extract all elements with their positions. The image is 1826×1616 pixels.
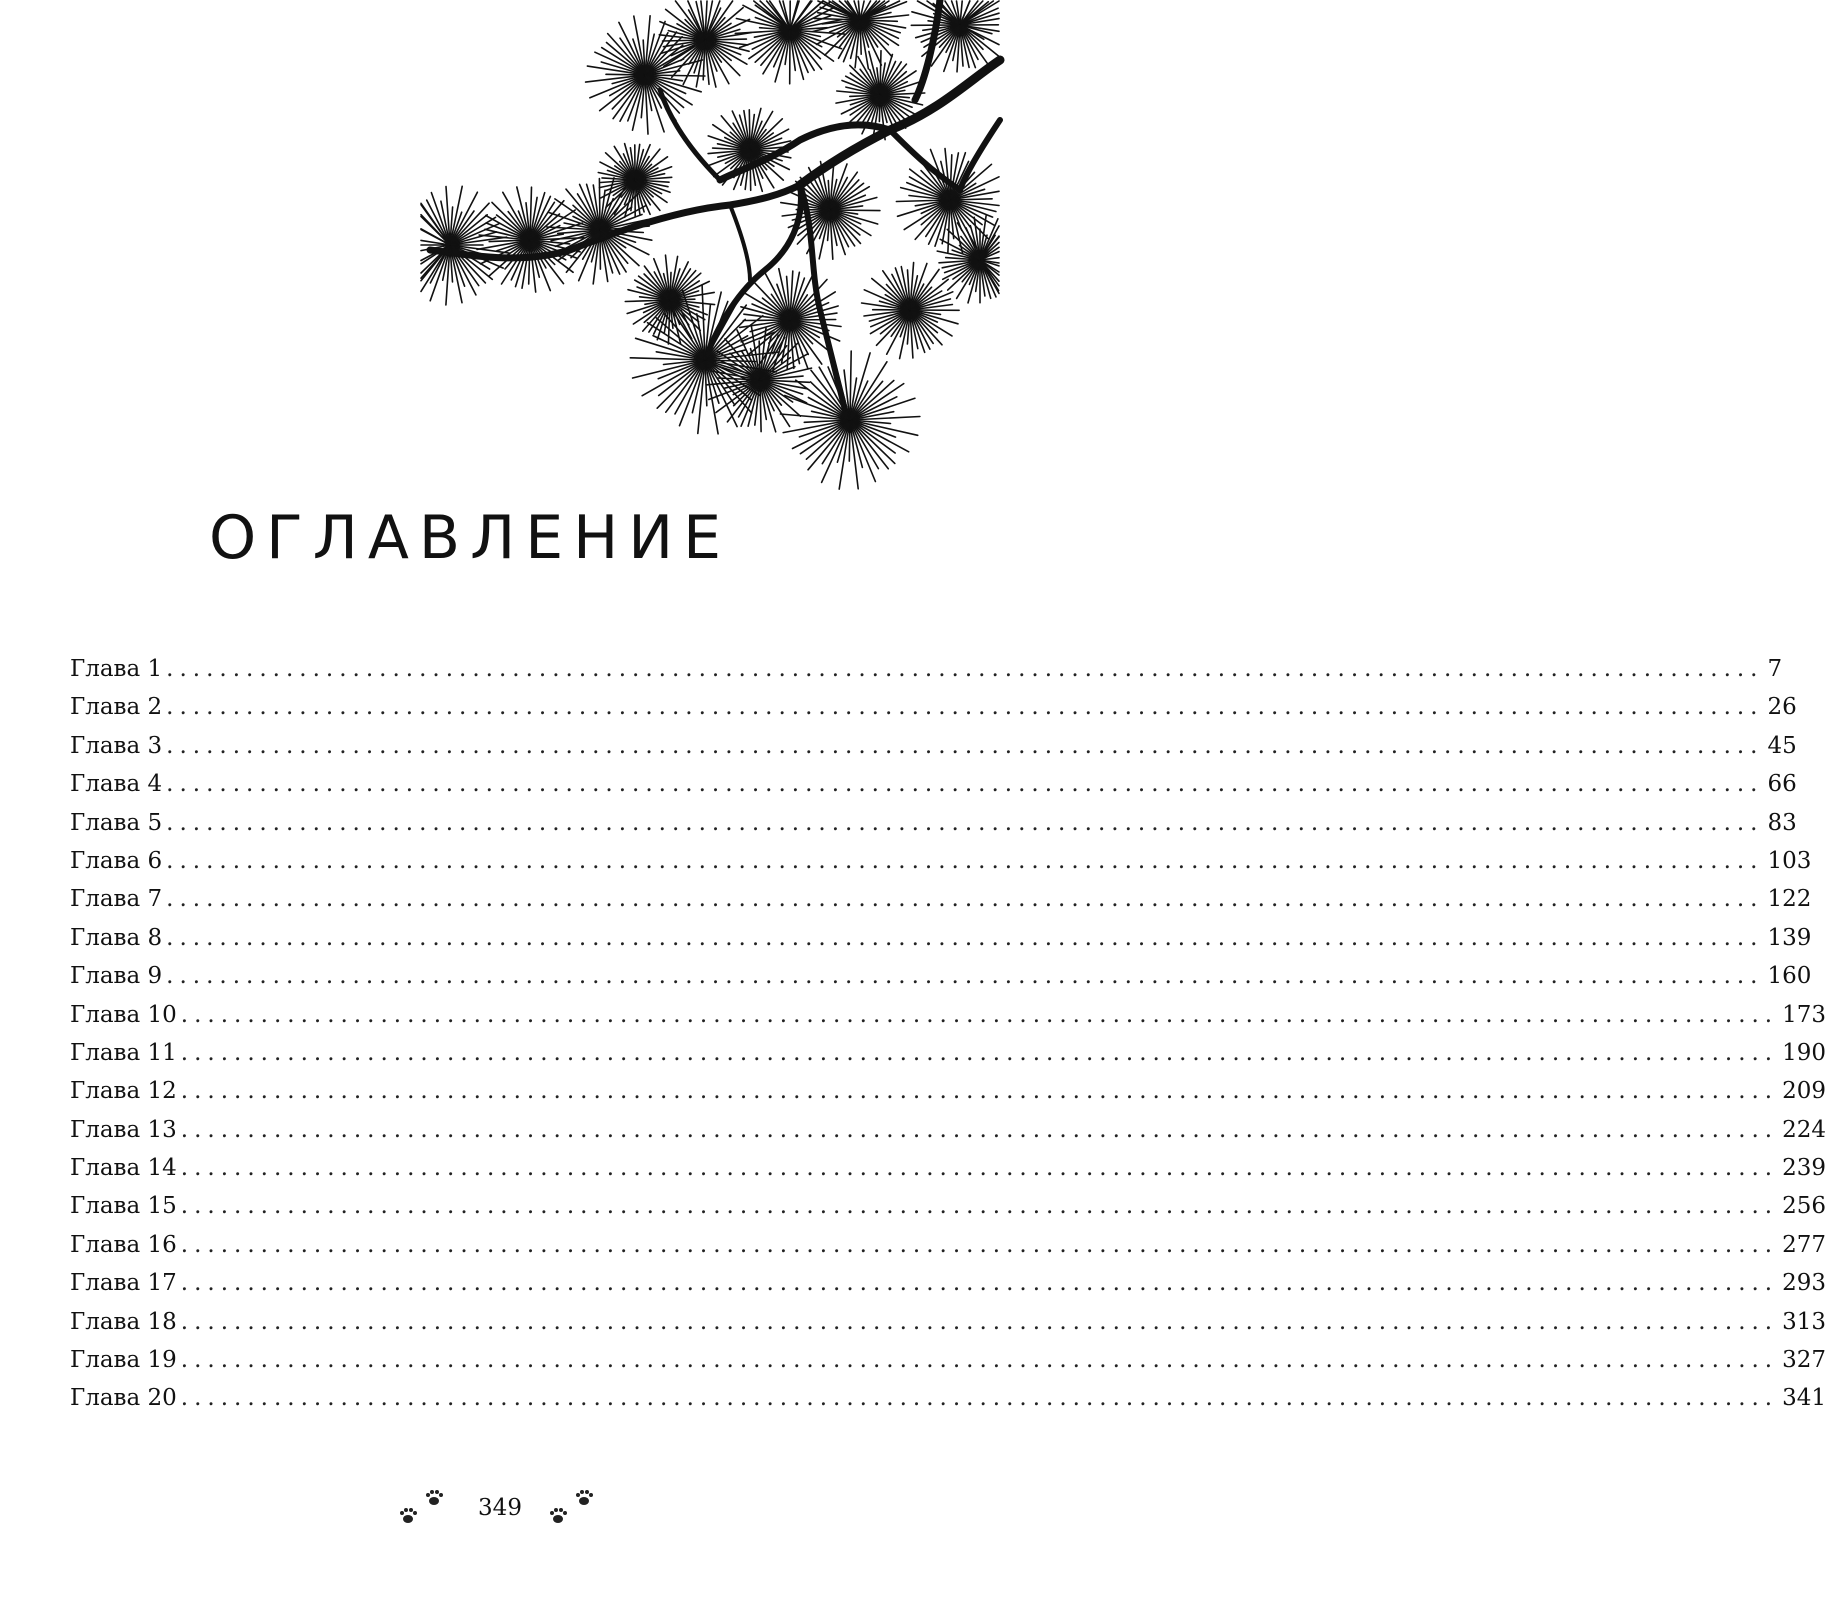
toc-chapter-label: Глава 11 [70, 1039, 177, 1066]
page-footer [0, 1488, 1000, 1528]
toc-chapter-label: Глава 14 [70, 1155, 177, 1182]
toc-leader-dots: ........................................................................................................................ [180, 1078, 1779, 1105]
toc-leader-dots: ........................................................................................................................ [166, 771, 1764, 798]
toc-chapter-label: Глава 8 [70, 924, 163, 951]
toc-chapter-label: Глава 20 [70, 1385, 177, 1412]
toc-chapter-label: Глава 9 [70, 963, 163, 990]
toc-leader-dots: ........................................................................................................................ [166, 963, 1764, 990]
toc-chapter-label: Глава 15 [70, 1193, 177, 1220]
toc-entry [70, 732, 1797, 771]
toc-leader-dots: ........................................................................................................................ [180, 1039, 1779, 1066]
toc-entry [70, 963, 1812, 1001]
toc-entry [70, 1347, 1826, 1385]
toc-page-number: 66 [1767, 771, 1797, 798]
toc-chapter-label: Глава 18 [70, 1308, 177, 1335]
toc-leader-dots: ........................................................................................................................ [166, 694, 1764, 721]
toc-leader-dots: ........................................................................................................................ [166, 732, 1764, 759]
toc-chapter-label: Глава 16 [70, 1231, 177, 1258]
toc-page-number: 341 [1782, 1385, 1826, 1412]
toc-entry [70, 1231, 1826, 1270]
toc-chapter-label: Глава 12 [70, 1078, 177, 1105]
toc-entry [70, 1116, 1826, 1155]
paw-print-icon [546, 1488, 604, 1528]
toc-entry [70, 1193, 1826, 1231]
toc-page-number: 277 [1782, 1231, 1826, 1258]
toc-page-number: 103 [1767, 847, 1812, 874]
toc-entry [70, 1039, 1826, 1078]
page-title: ОГЛАВЛЕНИЕ [208, 503, 732, 573]
toc-chapter-label: Глава 2 [70, 694, 163, 721]
toc-page-number: 26 [1767, 694, 1797, 721]
toc-leader-dots: ........................................................................................................................ [180, 1385, 1779, 1412]
toc-chapter-label: Глава 4 [70, 771, 163, 798]
toc-page-number: 122 [1767, 886, 1812, 913]
toc-chapter-label: Глава 13 [70, 1116, 177, 1143]
toc-leader-dots: ........................................................................................................................ [180, 1308, 1779, 1335]
pine-branch-illustration [420, 0, 1000, 510]
toc-entry [70, 886, 1812, 924]
toc-entry [70, 1001, 1826, 1040]
toc-chapter-label: Глава 6 [70, 847, 163, 874]
toc-page-number: 45 [1767, 732, 1797, 759]
toc-entry [70, 771, 1797, 809]
toc-chapter-label: Глава 19 [70, 1347, 177, 1374]
toc-page-number: 160 [1767, 963, 1812, 990]
toc-page-number: 313 [1782, 1308, 1826, 1335]
toc-entry [70, 1385, 1826, 1423]
toc-leader-dots: ........................................................................................................................ [166, 847, 1764, 874]
toc-page-number: 83 [1767, 809, 1797, 836]
toc-page-number: 139 [1767, 924, 1812, 951]
toc-chapter-label: Глава 1 [70, 656, 163, 682]
toc-entry [70, 1078, 1826, 1116]
toc-page-number: 239 [1782, 1155, 1826, 1182]
toc-entry [70, 924, 1812, 963]
toc-entry [70, 656, 1783, 694]
toc-leader-dots: ........................................................................................................................ [166, 809, 1764, 836]
toc-leader-dots: ........................................................................................................................ [180, 1193, 1779, 1220]
toc-entry [70, 694, 1797, 732]
toc-entry [70, 847, 1812, 886]
page-number: 349 [478, 1495, 522, 1521]
toc-entry [70, 809, 1797, 848]
toc-chapter-label: Глава 17 [70, 1270, 177, 1297]
toc-entry [70, 1308, 1826, 1347]
table-of-contents [70, 656, 1826, 1424]
toc-leader-dots: ........................................................................................................................ [180, 1270, 1779, 1297]
toc-page-number: 293 [1782, 1270, 1826, 1297]
toc-chapter-label: Глава 5 [70, 809, 163, 836]
toc-leader-dots: ........................................................................................................................ [180, 1116, 1779, 1143]
toc-chapter-label: Глава 3 [70, 732, 163, 759]
toc-leader-dots: ........................................................................................................................ [180, 1001, 1779, 1028]
toc-leader-dots: ........................................................................................................................ [180, 1347, 1779, 1374]
toc-page-number: 224 [1782, 1116, 1826, 1143]
toc-page-number: 7 [1767, 656, 1783, 682]
toc-chapter-label: Глава 10 [70, 1001, 177, 1028]
paw-print-icon [396, 1488, 454, 1528]
toc-entry [70, 1155, 1826, 1193]
toc-leader-dots: ........................................................................................................................ [180, 1231, 1779, 1258]
toc-chapter-label: Глава 7 [70, 886, 163, 913]
toc-page-number: 209 [1782, 1078, 1826, 1105]
toc-leader-dots: ........................................................................................................................ [166, 886, 1764, 913]
toc-page-number: 190 [1782, 1039, 1826, 1066]
toc-leader-dots: ........................................................................................................................ [180, 1155, 1779, 1182]
toc-entry [70, 1270, 1826, 1308]
toc-leader-dots: ........................................................................................................................ [166, 656, 1764, 682]
toc-leader-dots: ........................................................................................................................ [166, 924, 1764, 951]
toc-page-number: 173 [1782, 1001, 1826, 1028]
toc-page-number: 256 [1782, 1193, 1826, 1220]
toc-page-number: 327 [1782, 1347, 1826, 1374]
